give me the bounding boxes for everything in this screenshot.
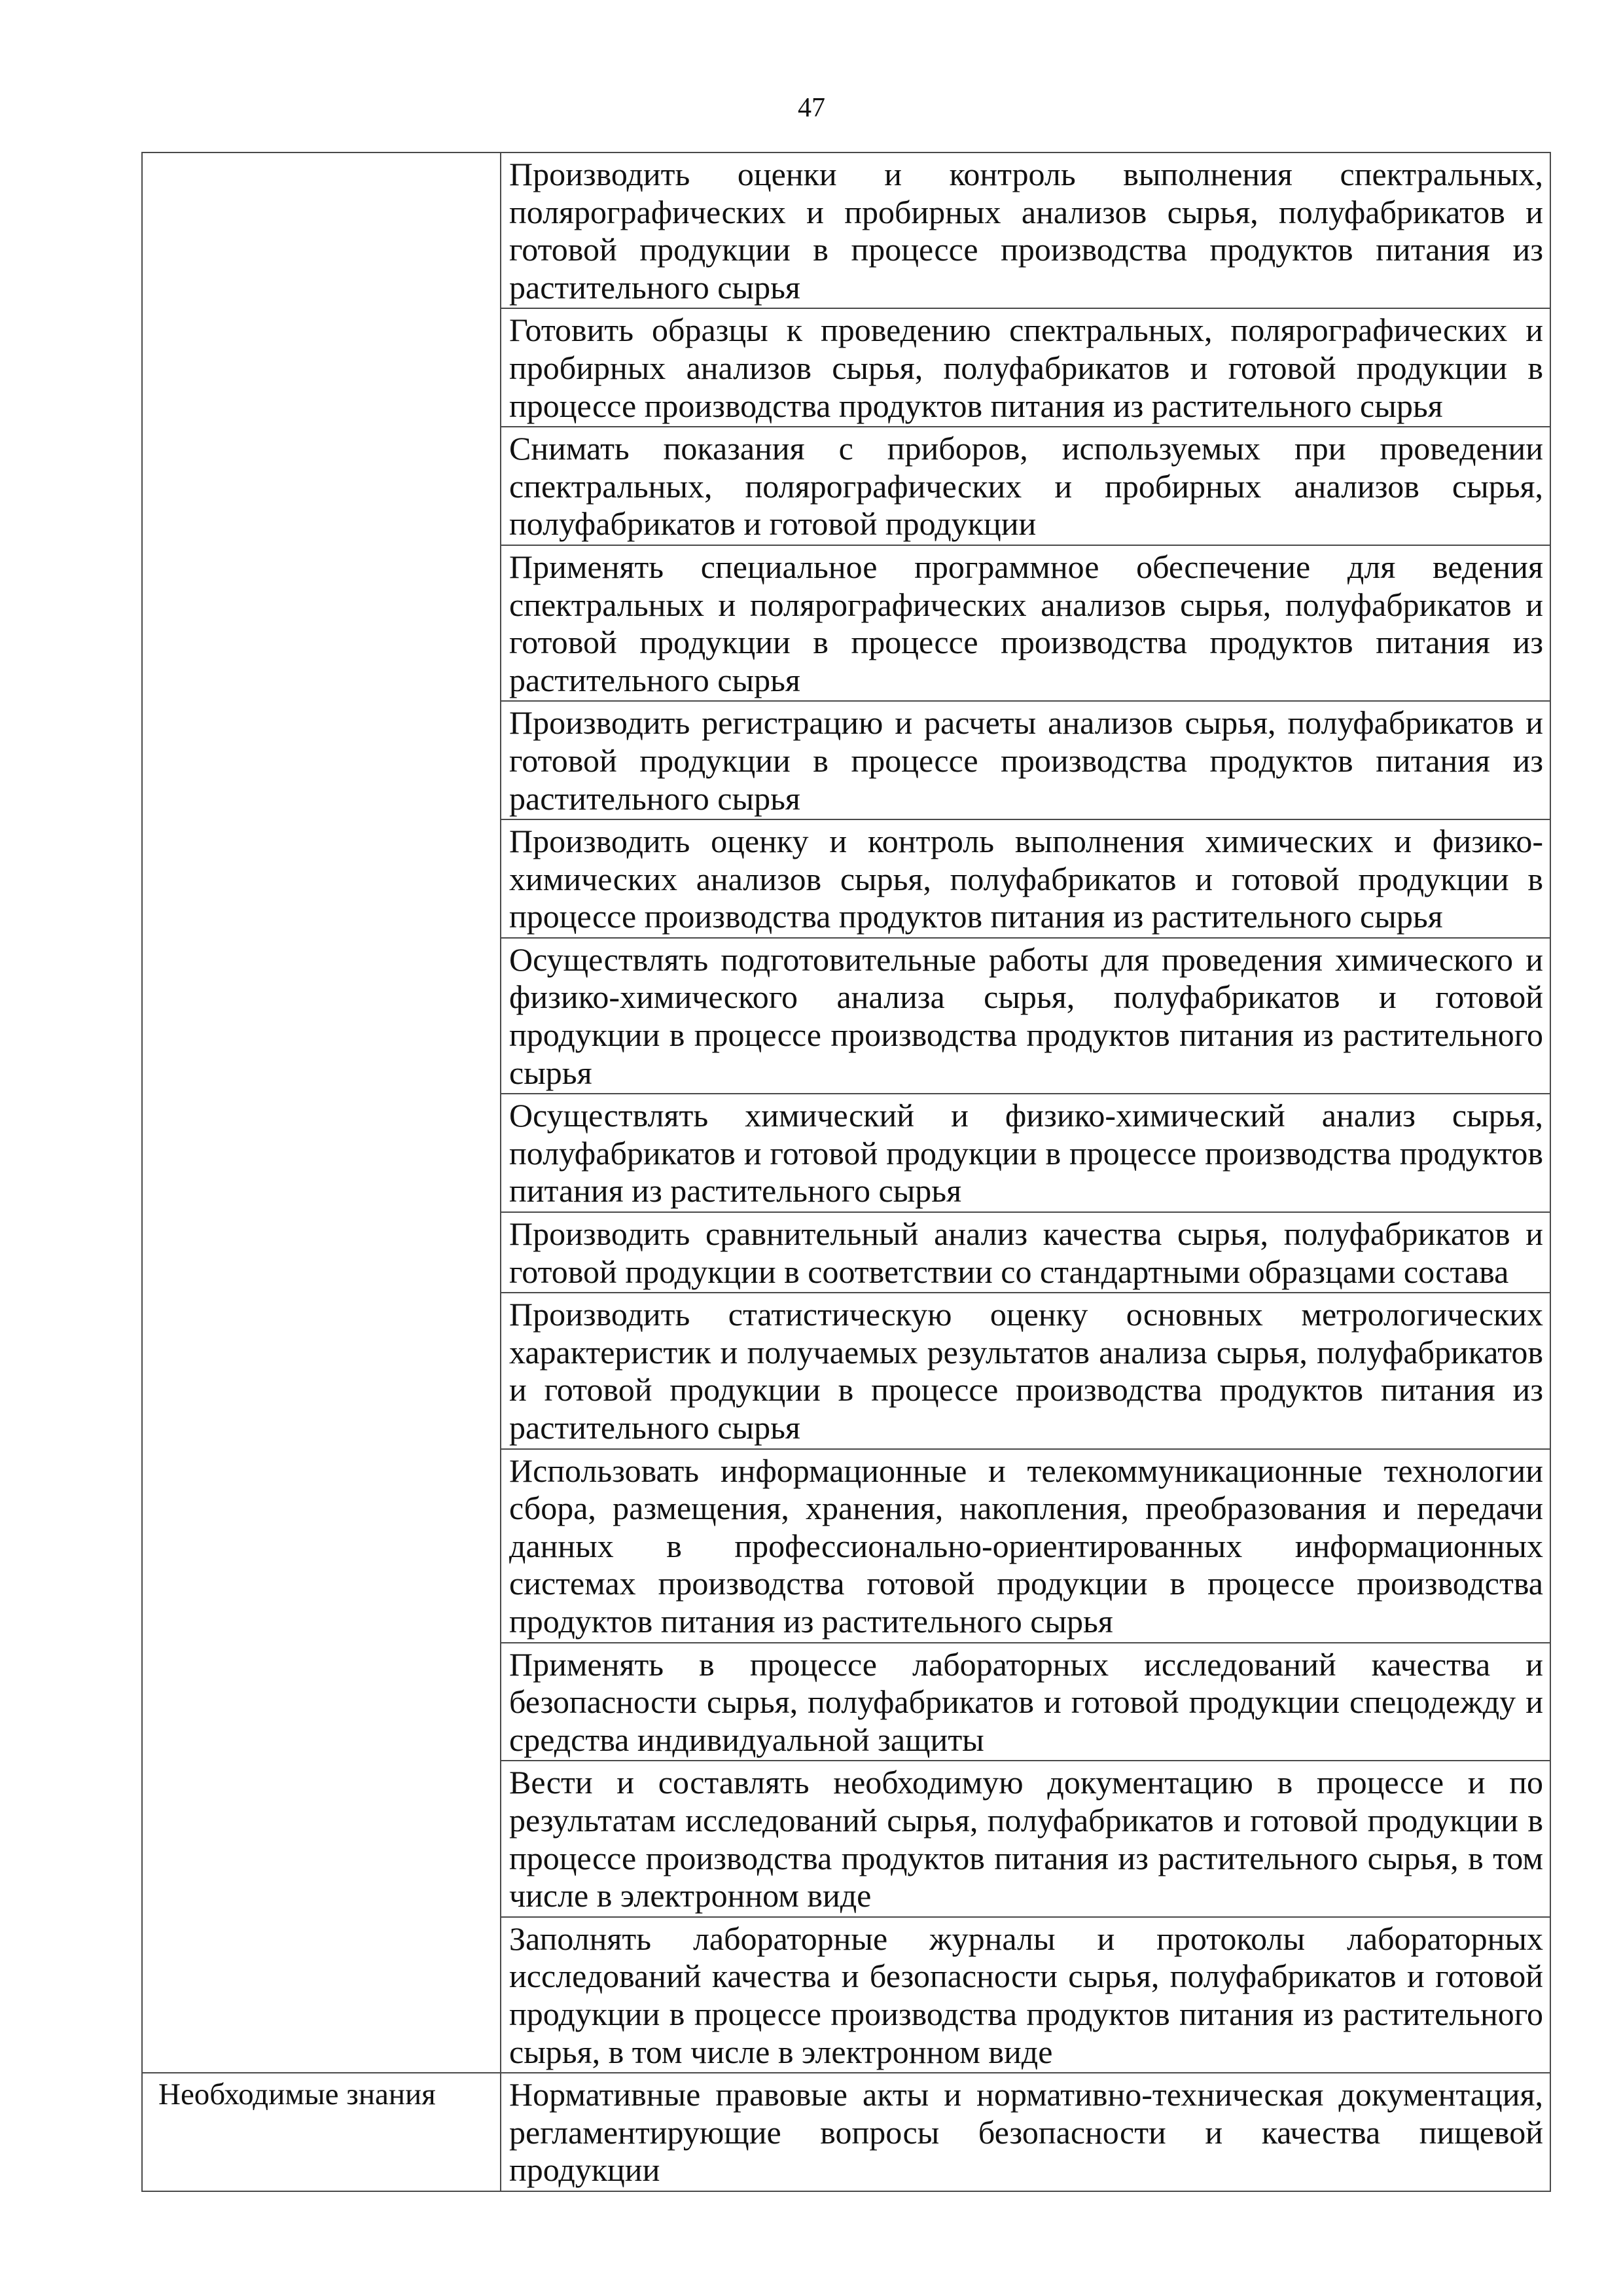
section-label: Необходимые знания — [158, 2077, 436, 2112]
skill-cell — [501, 1293, 1550, 1448]
knowledge-text: Нормативные правовые акты и нормативно-техническая документация, регламентирующие вопросы безопасности и качества пищевой продукции — [509, 2076, 1543, 2189]
skill-text: Снимать показания с приборов, используемых при проведении спектральных, полярографических и пробирных анализов сырья, полуфабрикатов и готовой продукции — [509, 430, 1543, 543]
skill-text: Использовать информационные и телекоммуникационные технологии сбора, размещения, хранения, накопления, преобразования и передачи данных в профессионально-ориентированных информационных системах производства готовой продукции в процессе производства продуктов питания из растительного сырья — [509, 1452, 1543, 1640]
left-cell-empty — [142, 152, 501, 2073]
knowledge-cell — [501, 2073, 1550, 2191]
skill-cell — [501, 819, 1550, 938]
skill-text: Осуществлять химический и физико-химический анализ сырья, полуфабрикатов и готовой продукции в процессе производства продуктов питания из растительного сырья — [509, 1097, 1543, 1210]
table-row — [142, 152, 1550, 308]
skill-cell — [501, 1761, 1550, 1916]
skill-text: Производить сравнительный анализ качества сырья, полуфабрикатов и готовой продукции в соответствии со стандартными образцами состава — [509, 1215, 1543, 1290]
skill-text: Готовить образцы к проведению спектральных, полярографических и пробирных анализов сырья, полуфабрикатов и готовой продукции в процессе производства продуктов питания из растительного сырья — [509, 312, 1543, 424]
skill-text: Производить регистрацию и расчеты анализов сырья, полуфабрикатов и готовой продукции в процессе производства продуктов питания из растительного сырья — [509, 704, 1543, 817]
skill-cell — [501, 427, 1550, 545]
skill-cell — [501, 1643, 1550, 1761]
skill-cell — [501, 1917, 1550, 2073]
skill-text: Производить оценку и контроль выполнения химических и физико-химических анализов сырья, полуфабрикатов и готовой продукции в процессе производства продуктов питания из растительного сырья — [509, 823, 1543, 935]
skill-cell — [501, 1094, 1550, 1212]
skill-text: Производить статистическую оценку основных метрологических характеристик и получаемых результатов анализа сырья, полуфабрикатов и готовой продукции в процессе производства продуктов питания из растительного сырья — [509, 1296, 1543, 1446]
requirements-table — [141, 152, 1551, 2192]
skill-text: Производить оценки и контроль выполнения спектральных, полярографических и пробирных анализов сырья, полуфабрикатов и готовой продукции в процессе производства продуктов питания из растительного сырья — [509, 156, 1543, 306]
skill-cell — [501, 152, 1550, 308]
section-label-cell — [142, 2073, 501, 2191]
skill-cell — [501, 938, 1550, 1094]
page-number: 47 — [798, 93, 825, 123]
skill-cell — [501, 1212, 1550, 1293]
skill-cell — [501, 545, 1550, 701]
skill-text: Вести и составлять необходимую документацию в процессе и по результатам исследований сырья, полуфабрикатов и готовой продукции в процессе производства продуктов питания из растительного сырья, в том числе в электронном виде — [509, 1764, 1543, 1914]
table-row — [142, 2073, 1550, 2191]
skill-cell — [501, 308, 1550, 427]
skill-text: Осуществлять подготовительные работы для проведения химического и физико-химического анализа сырья, полуфабрикатов и готовой продукции в процессе производства продуктов питания из растительного сырья — [509, 941, 1543, 1091]
skill-text: Применять в процессе лабораторных исследований качества и безопасности сырья, полуфабрикатов и готовой продукции спецодежду и средства индивидуальной защиты — [509, 1645, 1543, 1758]
skill-text: Применять специальное программное обеспечение для ведения спектральных и полярографических анализов сырья, полуфабрикатов и готовой продукции в процессе производства продуктов питания из растительного сырья — [509, 548, 1543, 698]
skill-cell — [501, 701, 1550, 819]
skill-text: Заполнять лабораторные журналы и протоколы лабораторных исследований качества и безопасности сырья, полуфабрикатов и готовой продукции в процессе производства продуктов питания из растительного сырья, в том числе в электронном виде — [509, 1920, 1543, 2070]
skill-cell — [501, 1449, 1550, 1643]
